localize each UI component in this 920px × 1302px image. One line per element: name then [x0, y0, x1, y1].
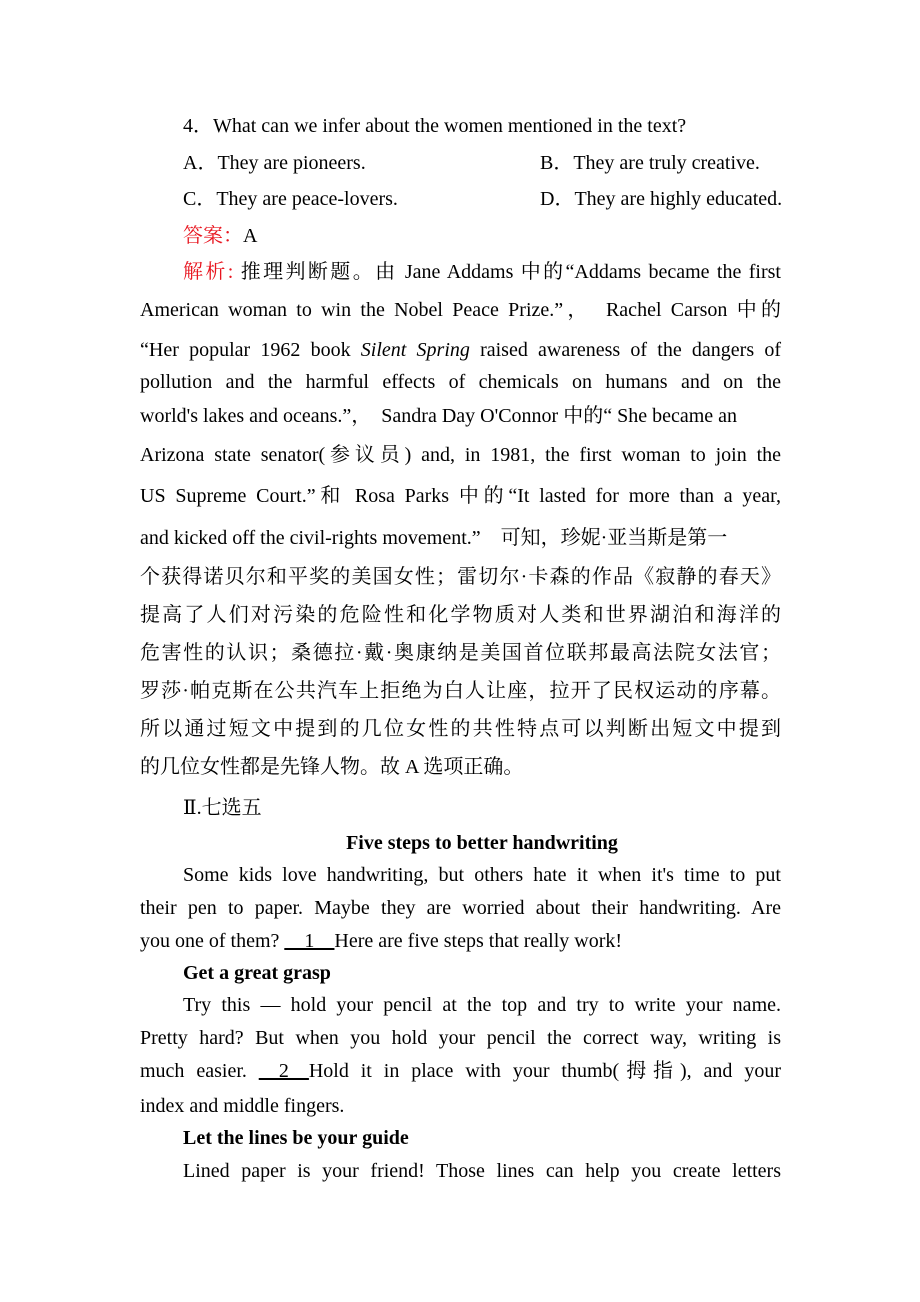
analysis-text-3a: “Her popular 1962 book [140, 339, 361, 361]
para2-line-3 [140, 1057, 781, 1085]
answer-value: A [243, 225, 258, 247]
analysis-line-7: US Supreme Court.”和 Rosa Parks 中的“It lasted for more than a year, [140, 485, 781, 507]
analysis-line-6: Arizona state senator(参议员) and, in 1981, the first woman to join the [140, 444, 781, 466]
analysis-line-1 [183, 258, 781, 286]
para1-line-2: their pen to paper. Maybe they are worried about their handwriting. Are [140, 897, 781, 919]
subheading-lines: Let the lines be your guide [183, 1127, 409, 1149]
option-d: D．They are highly educated. [540, 188, 783, 210]
analysis-line-14: 的几位女性都是先锋人物。故 A 选项正确。 [140, 756, 524, 778]
book-title: Silent Spring [360, 339, 470, 361]
analysis-text-1: 推理判断题。由 Jane Addams 中的“Addams became the first [233, 261, 781, 283]
question-stem: 4．What can we infer about the women mentioned in the text? [183, 115, 687, 137]
para3-line-1: Lined paper is your friend! Those lines can help you create letters [183, 1160, 781, 1182]
blank-2: __2__ [258, 1060, 309, 1082]
para2-text-3a: much easier. [140, 1060, 259, 1082]
analysis-line-2: American woman to win the Nobel Peace Prize.”， Rachel Carson 中的 [140, 299, 781, 321]
analysis-line-3 [140, 336, 781, 364]
options-row-ab [183, 149, 781, 177]
section-heading: Ⅱ.七选五 [183, 797, 262, 819]
para1-text-3a: you one of them? [140, 930, 285, 952]
analysis-line-9: 个获得诺贝尔和平奖的美国女性；雷切尔·卡森的作品《寂静的春天》 [140, 566, 781, 588]
para1-line-3 [140, 927, 781, 955]
analysis-line-8: and kicked off the civil-rights movement.” 可知，珍妮·亚当斯是第一 [140, 527, 728, 549]
para1-line-1: Some kids love handwriting, but others hate it when it's time to put [183, 864, 781, 886]
answer-label: 答案： [183, 225, 243, 247]
analysis-line-10: 提高了人们对污染的危险性和化学物质对人类和世界湖泊和海洋的 [140, 604, 781, 626]
para1-text-3b: Here are five steps that really work! [334, 930, 623, 952]
subheading-grasp: Get a great grasp [183, 962, 331, 984]
option-a: A．They are pioneers. [183, 152, 366, 174]
options-row-cd [183, 185, 781, 213]
para2-line-4: index and middle fingers. [140, 1095, 345, 1117]
analysis-line-11: 危害性的认识；桑德拉·戴·奥康纳是美国首位联邦最高法院女法官； [140, 642, 781, 664]
analysis-line-5: world's lakes and oceans.”， Sandra Day O'Connor 中的“ She became an [140, 405, 738, 427]
passage-title: Five steps to better handwriting [346, 832, 618, 854]
analysis-label: 解析: [183, 261, 234, 283]
analysis-line-13: 所以通过短文中提到的几位女性的共性特点可以判断出短文中提到 [140, 718, 781, 740]
analysis-text-3b: raised awareness of the dangers of [469, 339, 781, 361]
analysis-line-12: 罗莎·帕克斯在公共汽车上拒绝为白人让座，拉开了民权运动的序幕。 [140, 680, 781, 702]
para2-line-1: Try this — hold your pencil at the top and try to write your name. [183, 994, 781, 1016]
para2-line-2: Pretty hard? But when you hold your pencil the correct way, writing is [140, 1027, 781, 1049]
answer-line [183, 222, 781, 250]
option-c: C．They are peace-lovers. [183, 188, 398, 210]
blank-1: __1__ [284, 930, 335, 952]
option-b: B．They are truly creative. [540, 152, 760, 174]
para2-text-3b: Hold it in place with your thumb(拇指), and your [308, 1060, 781, 1082]
analysis-line-4: pollution and the harmful effects of chemicals on humans and on the [140, 371, 781, 393]
